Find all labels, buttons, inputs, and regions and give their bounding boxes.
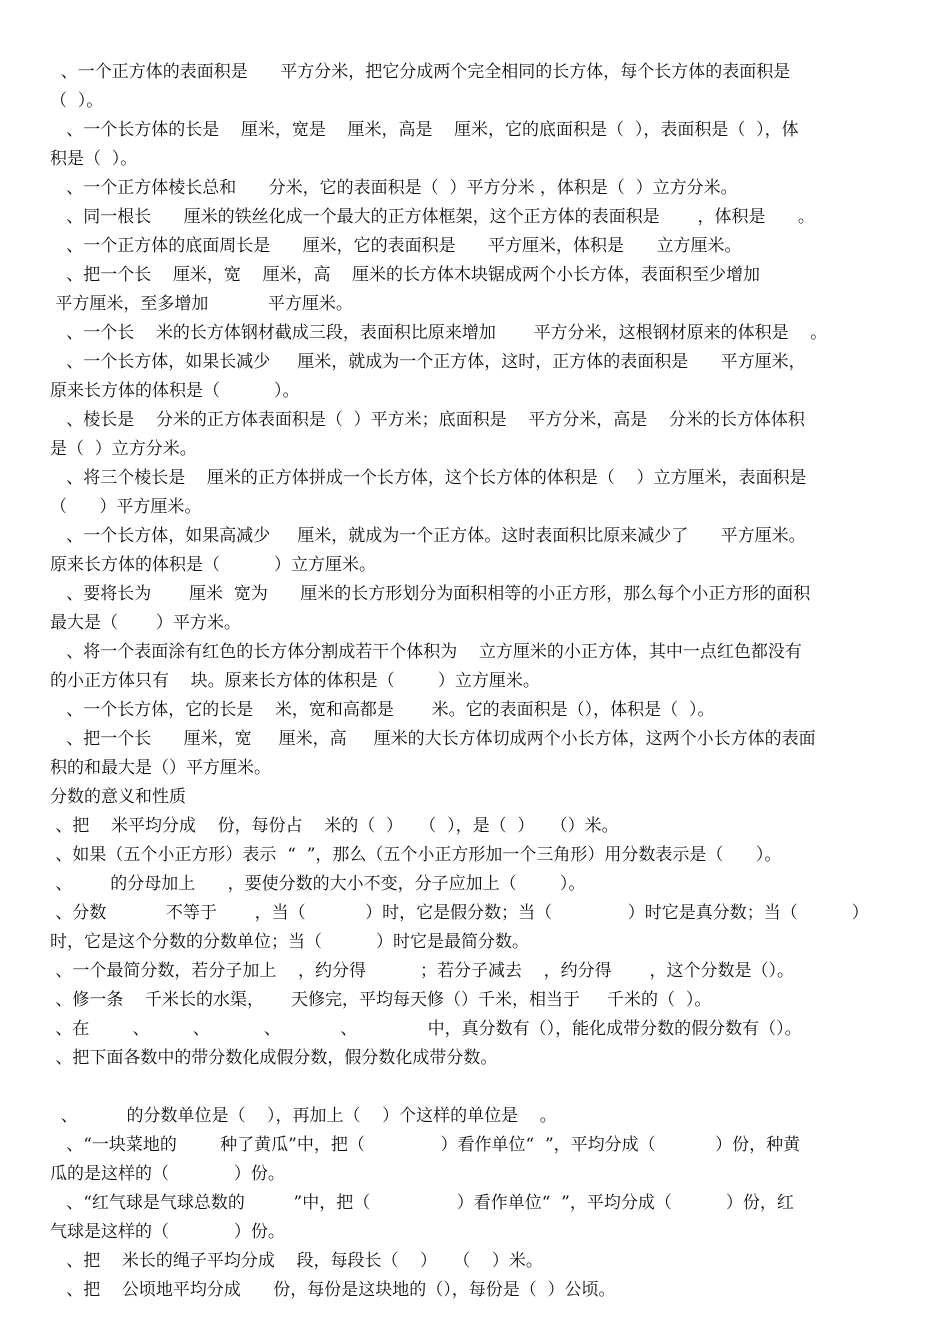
question-line: 最大是（ ）平方米。: [50, 613, 241, 633]
question-line: 、一个长方体的长是 厘米，宽是 厘米，高是 厘米，它的底面积是（ ），表面积是（ ），体: [50, 120, 799, 140]
question-line: 、把 米平均分成 份，每份占 米的（ ） （ ），是（ ） （）米。: [50, 816, 619, 836]
question-line: 平方厘米，至多增加 平方厘米。: [50, 294, 353, 314]
question-line: 、一个长方体，如果长减少 厘米，就成为一个正方体，这时，正方体的表面积是 平方厘米，: [50, 352, 806, 372]
question-line: 、把 公顷地平均分成 份，每份是这块地的（），每份是（ ）公顷。: [50, 1280, 616, 1300]
section-heading: 分数的意义和性质: [50, 787, 186, 807]
question-line: 时，它是这个分数的分数单位；当（ ）时它是最简分数。: [50, 932, 530, 952]
question-line: 、 的分数单位是（ ），再加上（ ）个这样的单位是 。: [50, 1106, 557, 1126]
question-line: 原来长方体的体积是（ ）立方厘米。: [50, 555, 377, 575]
question-line: 是（ ）立方分米。: [50, 439, 197, 459]
question-line: 、将一个表面涂有红色的长方体分割成若干个体积为 立方厘米的小正方体，其中一点红色都没有: [50, 642, 802, 662]
question-line: 、修一条 千米长的水渠， 天修完，平均每天修（）千米，相当于 千米的（ ）。: [50, 990, 712, 1010]
question-line: 、将三个棱长是 厘米的正方体拼成一个长方体，这个长方体的体积是（ ）立方厘米，表面积是: [50, 468, 807, 488]
question-line: 、要将长为 厘米 宽为 厘米的长方形划分为面积相等的小正方形，那么每个小正方形的面积: [50, 584, 811, 604]
question-line: 积的和最大是（）平方厘米。: [50, 758, 271, 778]
question-line: 、一个正方体棱长总和 分米，它的表面积是（ ）平方分米 ，体积是（ ）立方分米。: [50, 178, 738, 198]
question-line: 、一个长方体，如果高减少 厘米，就成为一个正方体。这时表面积比原来减少了 平方厘米。: [50, 526, 806, 546]
question-line: （ ）。: [50, 91, 104, 111]
question-line: 、同一根长 厘米的铁丝化成一个最大的正方体框架，这个正方体的表面积是 ，体积是 。: [50, 207, 815, 227]
question-line: 瓜的是这样的（ ）份。: [50, 1164, 285, 1184]
question-line: 原来长方体的体积是（ ）。: [50, 381, 300, 401]
question-line: 、把下面各数中的带分数化成假分数，假分数化成带分数。: [50, 1048, 498, 1068]
question-line: 气球是这样的（ ）份。: [50, 1222, 285, 1242]
question-line: 、一个最简分数，若分子加上 ，约分得 ；若分子减去 ，约分得 ，这个分数是（）。: [50, 961, 794, 981]
question-line: 、在 、 、 、 、 中，真分数有（），能化成带分数的假分数有（）。: [50, 1019, 802, 1039]
question-line: 、把一个长 厘米，宽 厘米，高 厘米的长方体木块锯成两个小长方体，表面积至少增加: [50, 265, 761, 285]
question-line: 、“红气球是气球总数的 ”中，把（ ）看作单位“ ”，平均分成（ ）份，红: [50, 1193, 794, 1213]
question-line: 、分数 不等于 ，当（ ）时，它是假分数；当（ ）时它是真分数；当（ ）: [50, 903, 869, 923]
question-line: 、如果（五个小正方形）表示 “ ”，那么（五个小正方形加一个三角形）用分数表示是（ ）。: [50, 845, 782, 865]
question-line: 积是（ ）。: [50, 149, 138, 169]
question-line: 、一个长方体，它的长是 米，宽和高都是 米。它的表面积是（），体积是（ ）。: [50, 700, 715, 720]
question-line: 、棱长是 分米的正方体表面积是（ ）平方米；底面积是 平方分米，高是 分米的长方体体积: [50, 410, 805, 430]
question-line: 、一个长 米的长方体钢材截成三段，表面积比原来增加 平方分米，这根钢材原来的体积是 。: [50, 323, 828, 343]
question-line: （ ）平方厘米。: [50, 497, 202, 517]
question-line: 、一个正方体的表面积是 平方分米，把它分成两个完全相同的长方体，每个长方体的表面积是: [50, 62, 791, 82]
question-line: 、 的分母加上 ，要使分数的大小不变，分子应加上（ ）。: [50, 874, 586, 894]
question-line: 、“一块菜地的 种了黄瓜”中，把（ ）看作单位“ ”，平均分成（ ）份，种黄: [50, 1135, 801, 1155]
question-line: 、一个正方体的底面周长是 厘米，它的表面积是 平方厘米，体积是 立方厘米。: [50, 236, 742, 256]
question-line: 、把 米长的绳子平均分成 段，每段长（ ） （ ）米。: [50, 1251, 543, 1271]
question-line: 的小正方体只有 块。原来长方体的体积是（ ）立方厘米。: [50, 671, 540, 691]
question-line: 、把一个长 厘米，宽 厘米，高 厘米的大长方体切成两个小长方体，这两个小长方体的表面: [50, 729, 816, 749]
